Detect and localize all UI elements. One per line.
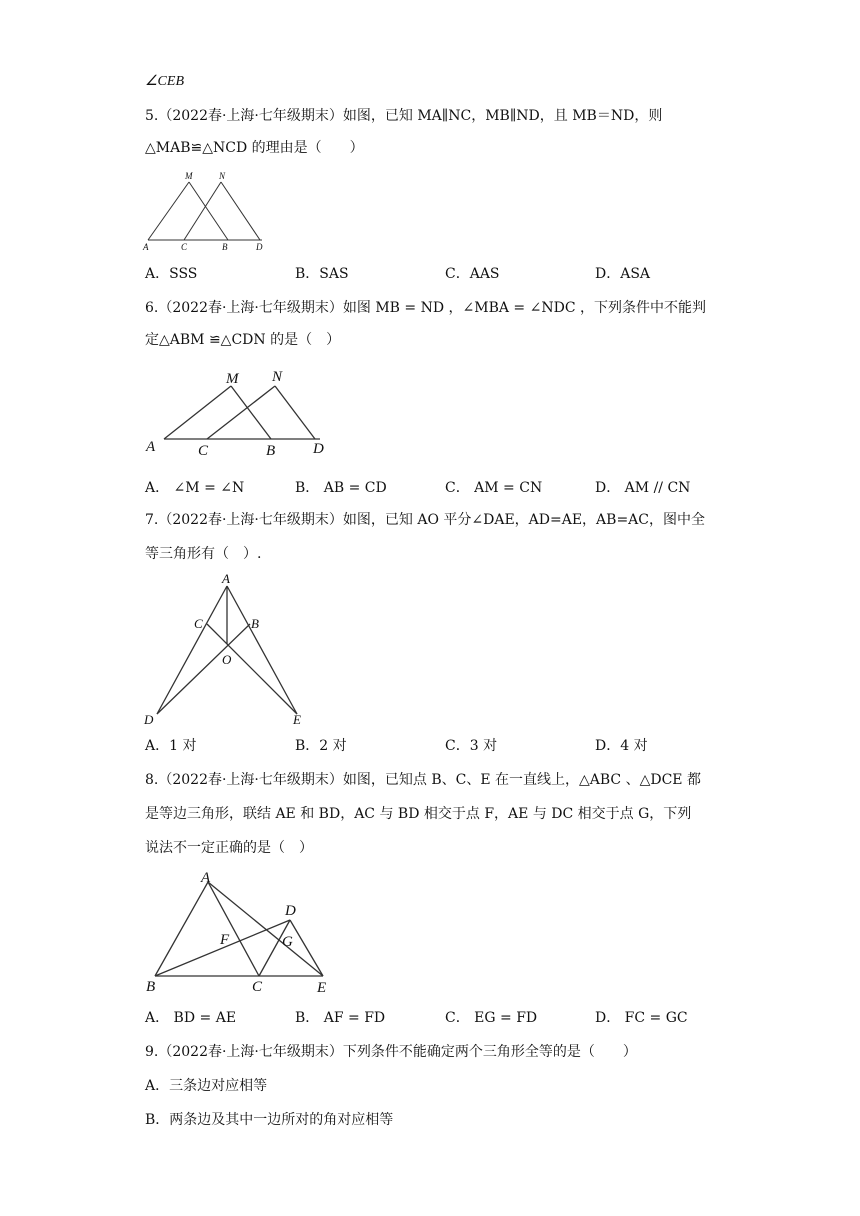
q7-label-c: C — [194, 616, 203, 631]
q7-option-a: A．1 对 — [145, 738, 197, 754]
q6-option-c: C． AM = CN — [445, 480, 543, 496]
q8-stem-line1: 8.（2022春·上海·七年级期末）如图，已知点 B、C、E 在一直线上，△ABC 、△DCE 都 — [145, 772, 701, 788]
q6-stem-line1: 6.（2022春·上海·七年级期末）如图 MB = ND ，∠MBA = ∠NDC ，下列条件中不能判 — [145, 300, 706, 316]
q8-option-d: D． FC = GC — [595, 1010, 688, 1026]
q7-option-d: D．4 对 — [595, 738, 648, 754]
q7-label-o: O — [222, 652, 232, 667]
q8-option-c: C． EG = FD — [445, 1010, 538, 1026]
q7-option-b: B．2 对 — [295, 738, 347, 754]
q7-label-b: B — [251, 616, 259, 631]
q6-label-d: D — [313, 441, 324, 457]
q5-label-n: N — [219, 171, 226, 181]
previous-question-tail: ∠CEB — [145, 74, 184, 89]
q5-option-a: A．SSS — [145, 266, 198, 282]
q9-option-a: A．三条边对应相等 — [145, 1078, 268, 1094]
q9-option-b: B．两条边及其中一边所对的角对应相等 — [145, 1112, 394, 1128]
q6-label-n: N — [272, 369, 283, 385]
q6-label-m: M — [226, 371, 239, 387]
q7-figure — [140, 572, 315, 730]
q5-label-c: C — [181, 242, 188, 252]
q7-label-d: D — [144, 712, 154, 727]
q7-stem-line1: 7.（2022春·上海·七年级期末）如图，已知 AO 平分∠DAE，AD=AE，AB=AC，图中全 — [145, 512, 706, 528]
q9-stem: 9.（2022春·上海·七年级期末）下列条件不能确定两个三角形全等的是（ ） — [145, 1044, 637, 1060]
q5-option-d: D．ASA — [595, 266, 651, 282]
q8-label-a: A — [201, 870, 211, 886]
q7-label-e: E — [293, 712, 301, 727]
q6-option-b: B． AB = CD — [295, 480, 387, 496]
q5-stem-line2: △MAB≌△NCD 的理由是（ ） — [145, 140, 364, 156]
q6-option-a: A． ∠M = ∠N — [145, 480, 245, 496]
q8-label-d: D — [285, 903, 296, 919]
q7-label-a: A — [222, 571, 230, 586]
q5-label-b: B — [222, 242, 228, 252]
q6-label-b: B — [266, 443, 276, 459]
q8-label-b: B — [146, 979, 156, 995]
q6-label-a: A — [146, 439, 156, 455]
q5-label-a: A — [143, 242, 149, 252]
q8-figure — [140, 866, 340, 1001]
q5-option-b: B．SAS — [295, 266, 349, 282]
q8-label-g: G — [282, 934, 293, 950]
q8-label-e: E — [317, 980, 327, 996]
q6-stem-line2: 定△ABM ≌△CDN 的是（ ） — [145, 332, 341, 348]
q8-stem-line3: 说法不一定正确的是（ ） — [145, 840, 313, 856]
q6-option-d: D． AM // CN — [595, 480, 691, 496]
q8-option-b: B． AF = FD — [295, 1010, 386, 1026]
q5-label-d: D — [256, 242, 263, 252]
q8-label-f: F — [220, 932, 230, 948]
q8-option-a: A． BD = AE — [145, 1010, 237, 1026]
q5-stem-line1: 5.（2022春·上海·七年级期末）如图，已知 MA∥NC，MB∥ND，且 MB＝ND，则 — [145, 108, 663, 124]
q6-figure — [140, 362, 340, 462]
q5-figure — [140, 168, 270, 253]
q7-option-c: C．3 对 — [445, 738, 498, 754]
q5-label-m: M — [185, 171, 193, 181]
q8-label-c: C — [252, 979, 263, 995]
q5-option-c: C．AAS — [445, 266, 500, 282]
q7-stem-line2: 等三角形有（ ）. — [145, 546, 262, 562]
q8-stem-line2: 是等边三角形，联结 AE 和 BD，AC 与 BD 相交于点 F，AE 与 DC 相交于点 G，下列 — [145, 806, 692, 822]
q6-label-c: C — [198, 443, 209, 459]
